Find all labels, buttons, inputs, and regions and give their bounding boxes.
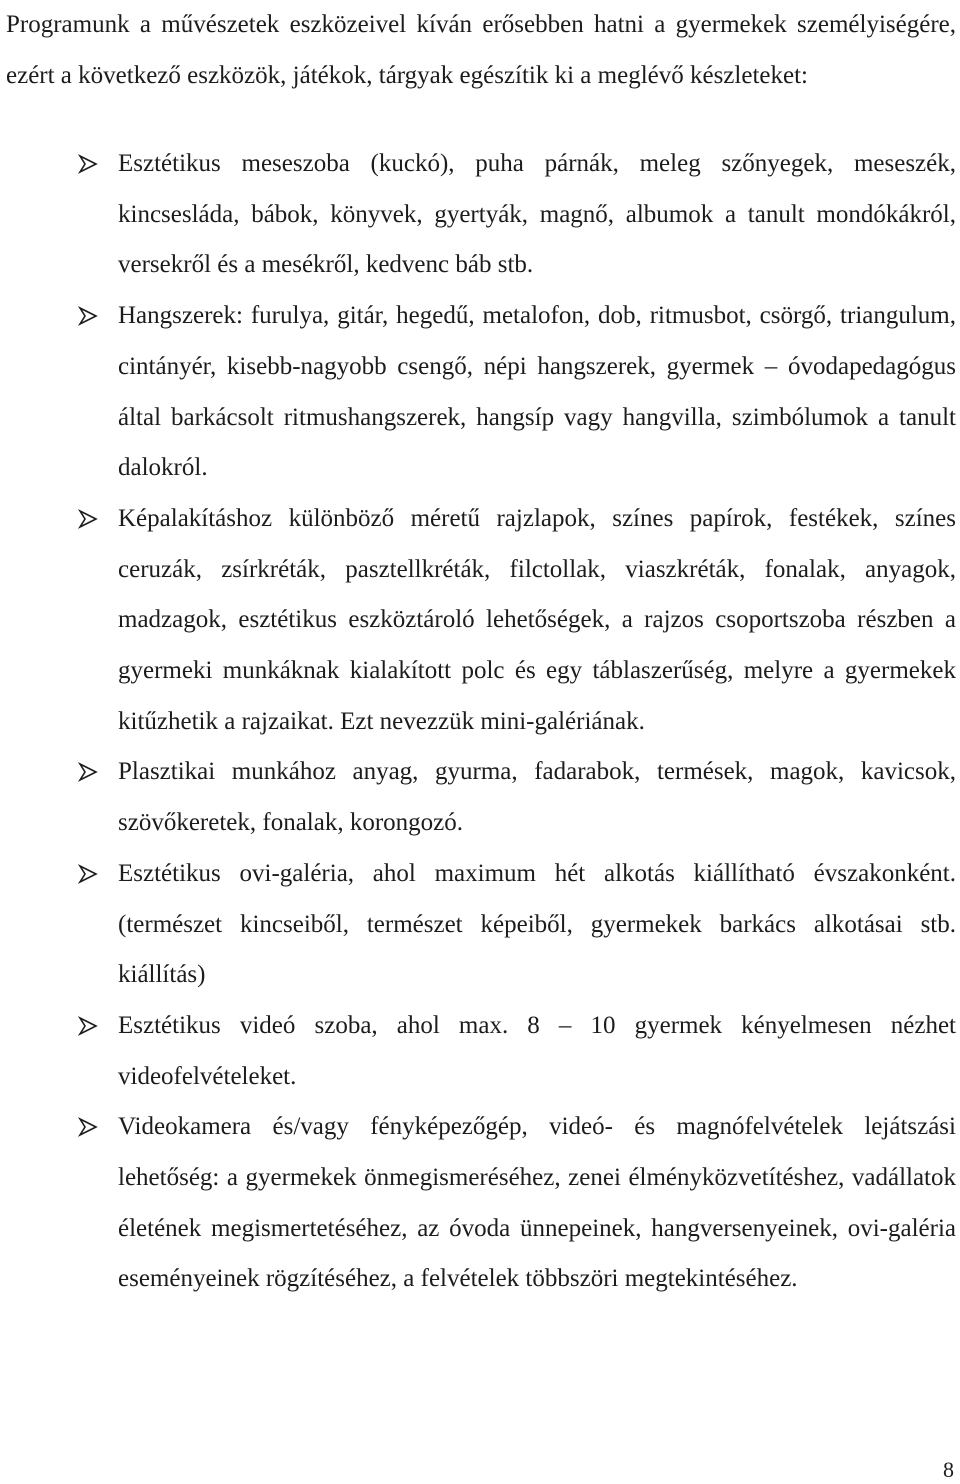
arrowhead-bullet-icon [78,509,98,529]
list-item [0,139,956,291]
page-number: 8 [943,1457,954,1482]
arrowhead-bullet-icon [78,864,98,884]
list-item [0,1001,956,1102]
list-item-text: Esztétikus meseszoba (kuckó), puha párnák, meleg szőnyegek, meseszék, kincsesláda, bábok, könyvek, gyertyák, magnő, albumok a tanult mondókákról, versekről és a mesékről, kedvenc báb stb. [118,150,956,279]
list-item [0,747,956,848]
list-item-text: Esztétikus videó szoba, ahol max. 8 – 10 gyermek kényelmesen nézhet videofelvételeket. [118,1011,956,1090]
list-item-text: Plasztikai munkához anyag, gyurma, fadarabok, termések, magok, kavicsok, szövőkeretek, fonalak, korongozó. [118,758,956,837]
list-item-text: Hangszerek: furulya, gitár, hegedű, metalofon, dob, ritmusbot, csörgő, triangulum, cintányér, kisebb-nagyobb csengő, népi hangszerek, gyermek – óvodapedagógus által barkácsolt ritmushangszerek, hangsíp vagy hangvilla, szimbólumok a tanult dalokról. [118,302,956,482]
arrowhead-bullet-icon [78,1117,98,1137]
arrowhead-bullet-icon [78,154,98,174]
list-item-text: Videokamera és/vagy fényképezőgép, videó- és magnófelvételek lejátszási lehetőség: a gyermekek önmegismeréséhez, zenei élményközvetítéshez, vadállatok életének megismertetéséhez, az óvoda ünnepeinek, hangversenyeinek, ovi-galéria eseményeinek rögzítéséhez, a felvételek többszöri megtekintéséhez. [118,1113,956,1293]
list-item-text: Esztétikus ovi-galéria, ahol maximum hét alkotás kiállítható évszakonként.(természet kincseiből, természet képeiből, gyermekek barkács alkotásai stb. kiállítás) [118,859,956,989]
equipment-list [0,139,960,1305]
list-item [0,291,956,494]
list-item-text: Képalakításhoz különböző méretű rajzlapok, színes papírok, festékek, színes ceruzák, zsírkréták, pasztellkréták, filctollak, viaszkréták, fonalak, anyagok, madzagok, esztétikus eszköztároló lehetőségek, a rajzos csoportszoba részben a gyermeki munkáknak kialakított polc és egy táblaszerűség, melyre a gyermekek kitűzhetik a rajzaikat. Ezt nevezzük mini-galériának. [118,504,956,735]
arrowhead-bullet-icon [78,762,98,782]
list-item [0,1102,956,1305]
intro-paragraph: Programunk a művészetek eszközeivel kíván erősebben hatni a gyermekek személyiségére, ezért a következő eszközök, játékok, tárgyak egészítik ki a meglévő készleteket: [6,11,956,89]
list-item [0,849,956,1001]
arrowhead-bullet-icon [78,1016,98,1036]
list-item [0,494,956,748]
arrowhead-bullet-icon [78,306,98,326]
